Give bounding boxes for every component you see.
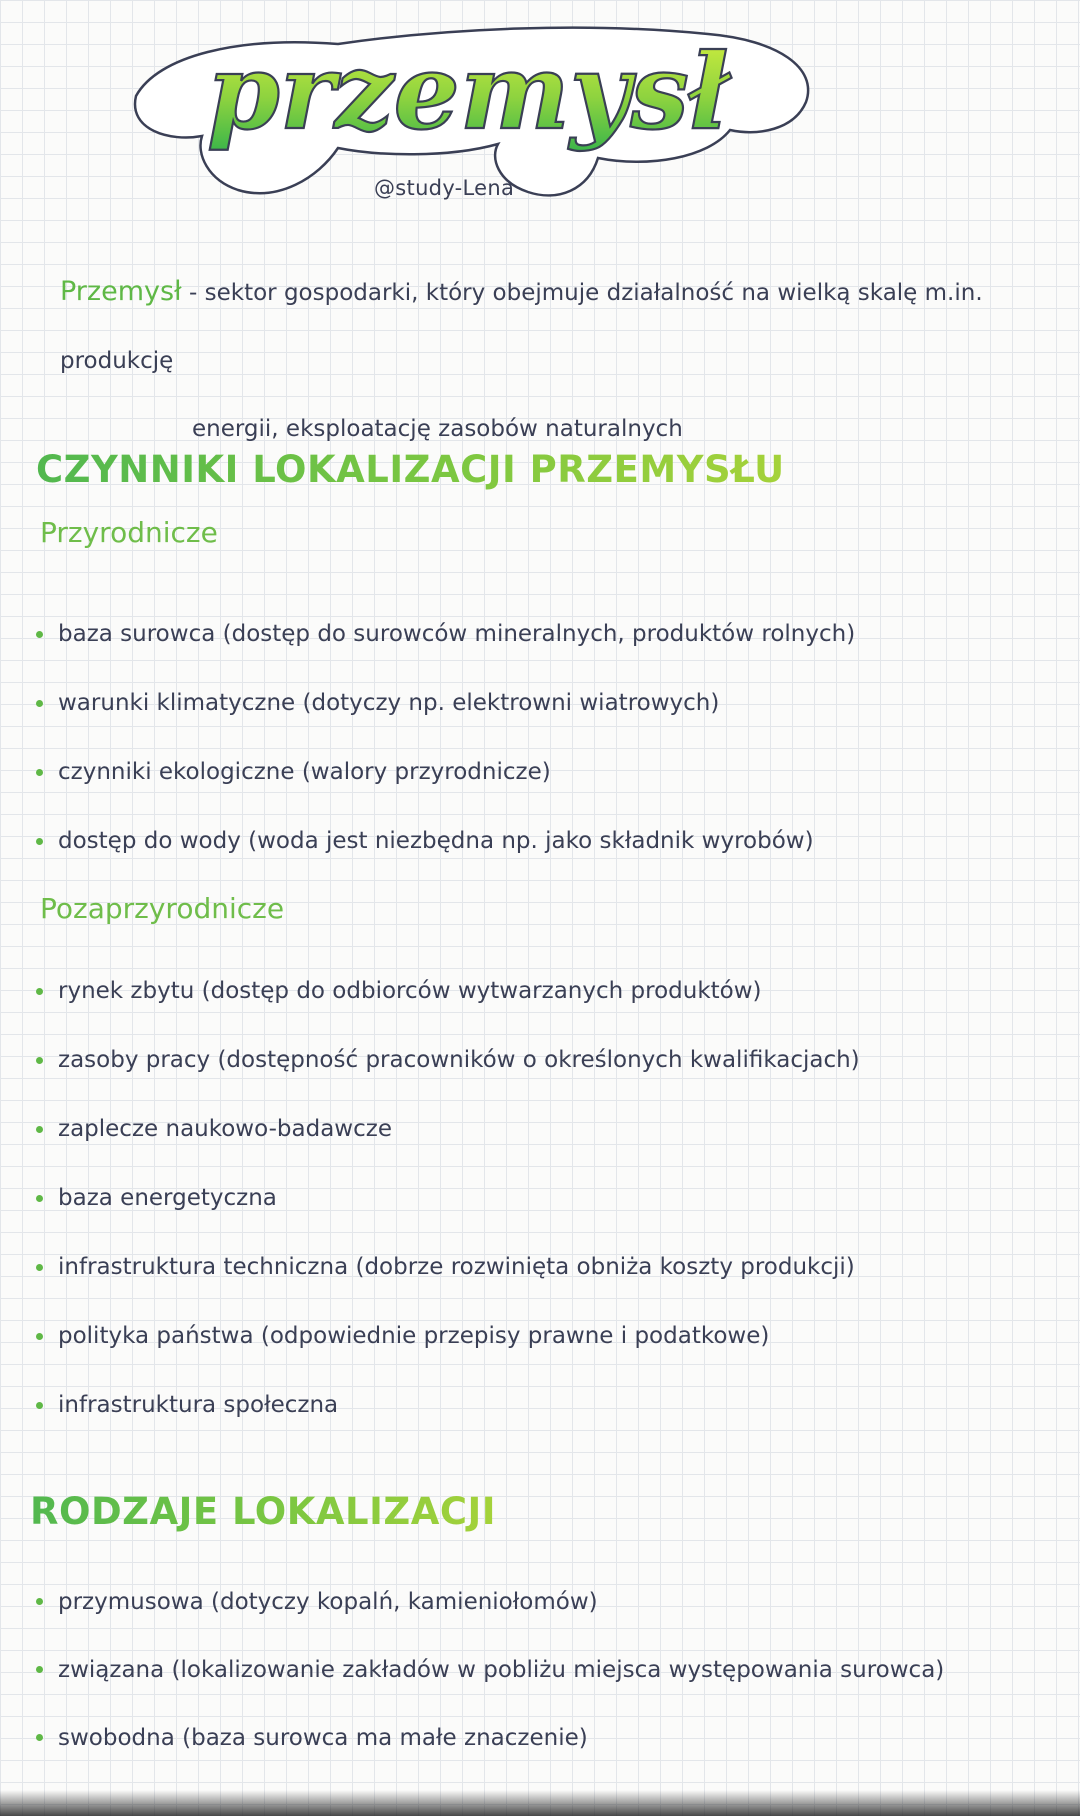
list-item: dostęp do wody (woda jest niezbędna np. jako składnik wyrobów) — [36, 807, 1036, 876]
section-heading-location-factors: CZYNNIKI LOKALIZACJI PRZEMYSŁU — [36, 448, 785, 491]
location-types-list — [36, 1568, 1036, 1772]
list-item: swobodna (baza surowca ma małe znaczenie) — [36, 1704, 1036, 1772]
subheading-nonnatural: Pozaprzyrodnicze — [40, 892, 285, 925]
subheading-natural: Przyrodnicze — [40, 516, 218, 549]
list-item: rynek zbytu (dostęp do odbiorców wytwarzanych produktów) — [36, 957, 1036, 1026]
author-handle: @study-Lena — [374, 176, 515, 200]
definition-block — [60, 258, 1040, 463]
list-item: zaplecze naukowo-badawcze — [36, 1095, 1036, 1164]
list-item: infrastruktura społeczna — [36, 1371, 1036, 1440]
list-item: czynniki ekologiczne (walory przyrodnicze) — [36, 738, 1036, 807]
definition-term: Przemysł — [60, 276, 182, 307]
definition-line-1: - sektor gospodarki, który obejmuje działalność na wielką skalę m.in. produkcję — [60, 280, 983, 374]
nonnatural-factors-list — [36, 957, 1036, 1440]
section-heading-location-types: RODZAJE LOKALIZACJI — [30, 1490, 497, 1533]
list-item: związana (lokalizowanie zakładów w pobliżu miejsca występowania surowca) — [36, 1636, 1036, 1704]
list-item: baza energetyczna — [36, 1164, 1036, 1233]
list-item: zasoby pracy (dostępność pracowników o określonych kwalifikacjach) — [36, 1026, 1036, 1095]
list-item: polityka państwa (odpowiednie przepisy prawne i podatkowe) — [36, 1302, 1036, 1371]
list-item: warunki klimatyczne (dotyczy np. elektrowni wiatrowych) — [36, 669, 1036, 738]
natural-factors-list — [36, 600, 1036, 876]
title-text: przemysł — [207, 30, 729, 153]
list-item: infrastruktura techniczna (dobrze rozwinięta obniża koszty produkcji) — [36, 1233, 1036, 1302]
definition-line-2: energii, eksploatację zasobów naturalnych — [192, 416, 683, 442]
list-item: baza surowca (dostęp do surowców mineralnych, produktów rolnych) — [36, 600, 1036, 669]
page-edge-shadow — [0, 1790, 1080, 1816]
list-item: przymusowa (dotyczy kopalń, kamieniołomów) — [36, 1568, 1036, 1636]
